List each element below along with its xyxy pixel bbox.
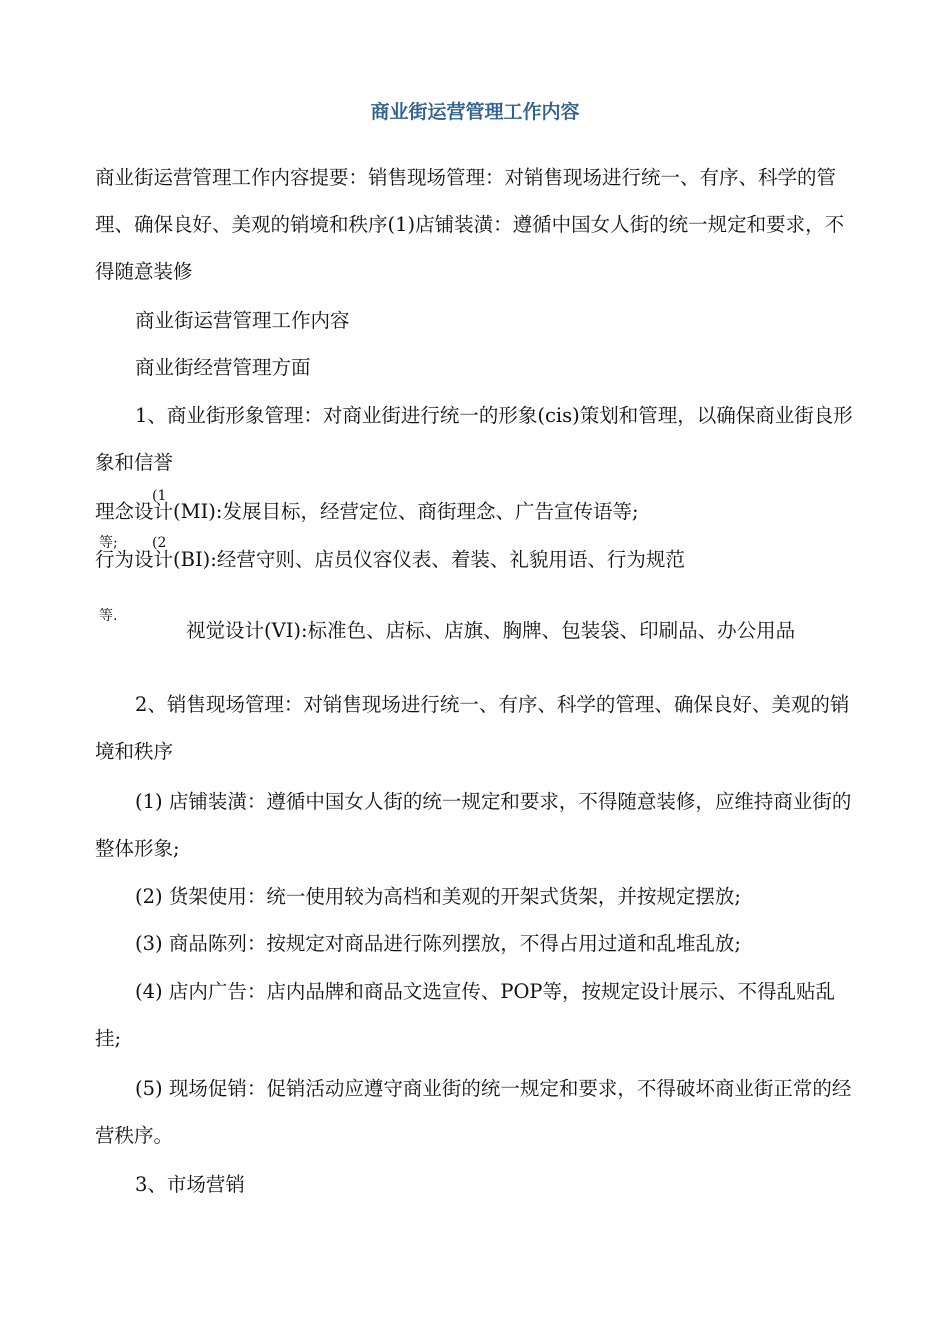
vi-fragment: 等. — [99, 608, 118, 624]
item-sales-management: 2、销售现场管理：对销售现场进行统一、有序、科学的管理、确保良好、美观的销境和秩序 — [95, 693, 850, 763]
bi-fragment-right: (2 — [152, 535, 167, 551]
sub-item-promotion: (5) 现场促销：促销活动应遵守商业街的统一规定和要求，不得破坏商业街正常的经营秩序。 — [95, 1077, 852, 1147]
heading-content: 商业街运营管理工作内容 — [135, 309, 350, 332]
sub-item-decoration: (1) 店铺装潢：遵循中国女人街的统一规定和要求，不得随意装修，应维持商业街的整体形象; — [95, 790, 852, 860]
sub-item-shelves: (2) 货架使用：统一使用较为高档和美观的开架式货架，并按规定摆放; — [135, 885, 741, 908]
vi-line: 视觉设计(VI):标准色、店标、店旗、胸牌、包装袋、印刷品、办公用品 — [186, 619, 796, 642]
item-image-management: 1、商业街形象管理：对商业街进行统一的形象(cis)策划和管理，以确保商业街良形象和信誉 — [95, 404, 853, 474]
heading-management: 商业街经营管理方面 — [135, 356, 311, 379]
mi-fragment: (1 — [152, 488, 167, 504]
summary-paragraph: 商业街运营管理工作内容提要：销售现场管理：对销售现场进行统一、有序、科学的管理、确保良好、美观的销境和秩序(1)店铺装潢：遵循中国女人街的统一规定和要求，不得随意装修 — [95, 166, 845, 283]
bi-line: 行为设计(BI):经营守则、店员仪容仪表、着装、礼貌用语、行为规范 — [95, 548, 685, 571]
mi-line: 理念设计(MI):发展目标，经营定位、商街理念、广告宣传语等; — [95, 500, 639, 523]
sub-item-display: (3) 商品陈列：按规定对商品进行陈列摆放，不得占用过道和乱堆乱放; — [135, 932, 741, 955]
item-marketing: 3、市场营销 — [135, 1173, 245, 1196]
sub-item-advertising: (4) 店内广告：店内品牌和商品文选宣传、POP等，按规定设计展示、不得乱贴乱挂; — [95, 980, 836, 1050]
bi-fragment-left: 等; — [99, 535, 118, 551]
document-title: 商业街运营管理工作内容 — [370, 101, 580, 123]
